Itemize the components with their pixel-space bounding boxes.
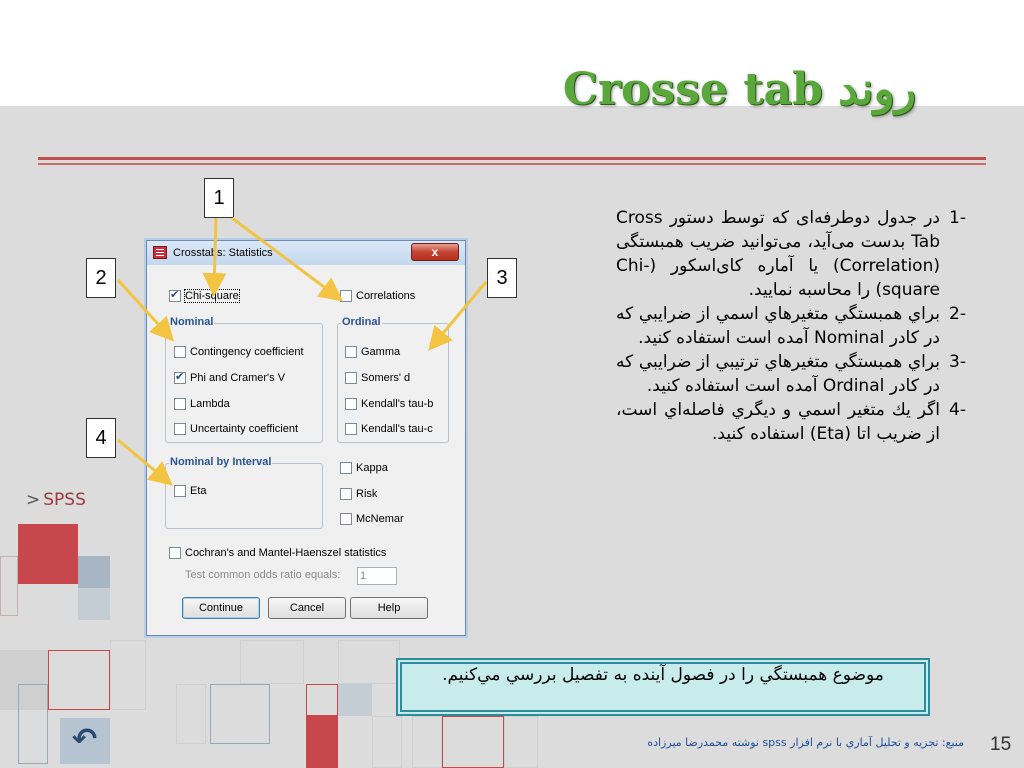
uncertainty-label[interactable]: Uncertainty coefficient: [190, 423, 299, 435]
list-item: [616, 302, 966, 350]
chi-square-label[interactable]: Chi-square: [185, 290, 239, 302]
list-number: -4: [949, 400, 966, 420]
mcnemar-label[interactable]: McNemar: [356, 513, 404, 525]
deco-square: [48, 650, 110, 710]
phi-cramer-checkbox[interactable]: [174, 372, 186, 384]
deco-square: [504, 716, 538, 768]
nominal-by-interval-group: [165, 463, 323, 529]
kappa-checkbox[interactable]: [340, 462, 352, 474]
crosstabs-statistics-dialog: [146, 240, 466, 636]
app-icon: [153, 246, 167, 259]
return-icon: ↶: [72, 722, 98, 757]
deco-square: [78, 588, 110, 620]
help-button[interactable]: Help: [350, 597, 428, 619]
risk-label[interactable]: Risk: [356, 488, 378, 500]
divider: [38, 157, 986, 160]
deco-square: [210, 684, 270, 744]
test-common-odds-label: Test common odds ratio equals:: [185, 569, 341, 581]
list-text: در جدول دوطرفه‌ای كه توسط دستور Cross Tab بدست می‌آيد، می‌توانيد ضريب همبستگی (Correlation) يا آماره كای‌اسكور (Chi-square) را محاسبه نماييد.: [616, 208, 940, 300]
gamma-checkbox[interactable]: [345, 346, 357, 358]
explanation-list: [616, 206, 966, 446]
deco-square: [442, 716, 504, 768]
kendall-tau-c-label[interactable]: Kendall's tau-c: [361, 423, 433, 435]
nominal-by-interval-title: Nominal by Interval: [170, 456, 272, 468]
list-item: [616, 350, 966, 398]
uncertainty-checkbox[interactable]: [174, 423, 186, 435]
list-number: -1: [949, 208, 966, 228]
dialog-title: Crosstabs: Statistics: [173, 247, 273, 259]
somers-d-label[interactable]: Somers' d: [361, 372, 411, 384]
eta-checkbox[interactable]: [174, 485, 186, 497]
deco-square: [372, 716, 402, 768]
phi-cramer-label[interactable]: Phi and Cramer's V: [190, 372, 286, 384]
mcnemar-checkbox[interactable]: [340, 513, 352, 525]
slide-title: روند Crosse tab: [562, 64, 916, 115]
deco-square: [412, 716, 442, 768]
deco-square: [240, 640, 304, 684]
deco-square: [18, 524, 78, 584]
deco-square: [338, 684, 372, 716]
home-button[interactable]: [60, 718, 110, 764]
list-number: -2: [949, 304, 966, 324]
deco-square: [306, 684, 338, 716]
kendall-tau-b-label[interactable]: Kendall's tau-b: [361, 398, 434, 410]
cancel-button[interactable]: Cancel: [268, 597, 346, 619]
cochran-checkbox[interactable]: [169, 547, 181, 559]
contingency-checkbox[interactable]: [174, 346, 186, 358]
risk-checkbox[interactable]: [340, 488, 352, 500]
nominal-group-title: Nominal: [170, 316, 214, 328]
correlations-label[interactable]: Correlations: [356, 290, 416, 302]
chevron-right-icon: >: [26, 490, 41, 510]
marker-4: 4: [86, 418, 116, 458]
lambda-label[interactable]: Lambda: [190, 398, 230, 410]
kendall-tau-c-checkbox[interactable]: [345, 423, 357, 435]
source-note: منبع: تجزيه و تحليل آماري با نرم افزار spss نوشته محمدرضا ميرزاده: [647, 736, 964, 749]
deco-square: [110, 640, 146, 710]
somers-d-checkbox[interactable]: [345, 372, 357, 384]
list-item: [616, 206, 966, 302]
list-item: [616, 398, 966, 446]
kappa-label[interactable]: Kappa: [356, 462, 388, 474]
deco-square: [0, 556, 18, 616]
deco-square: [176, 684, 206, 744]
divider: [38, 163, 986, 165]
page-number: 15: [990, 734, 1012, 755]
list-text: براي همبستگي متغيرهاي ترتيبي از ضرايبي كه در كادر Ordinal آمده است استفاده كنيد.: [616, 352, 940, 396]
correlations-checkbox[interactable]: [340, 290, 352, 302]
lambda-checkbox[interactable]: [174, 398, 186, 410]
list-text: اگر يك متغير اسمي و ديگري فاصله‌اي است، از ضريب اتا (Eta) استفاده كنيد.: [616, 400, 940, 444]
eta-label[interactable]: Eta: [190, 485, 207, 497]
deco-square: [78, 556, 110, 588]
deco-square: [18, 684, 48, 764]
gamma-label[interactable]: Gamma: [361, 346, 401, 358]
callout-box: موضوع همبستگي را در فصول آينده به تفصيل بررسي مي‌كنيم.: [396, 658, 930, 716]
deco-square: [338, 640, 400, 684]
contingency-label[interactable]: Contingency coefficient: [190, 346, 304, 358]
dialog-title-bar: [147, 241, 465, 265]
list-number: -3: [949, 352, 966, 372]
odds-ratio-input[interactable]: 1: [357, 567, 397, 585]
marker-1: 1: [204, 178, 234, 218]
marker-2: 2: [86, 258, 116, 298]
cochran-label[interactable]: Cochran's and Mantel-Haenszel statistics: [185, 547, 387, 559]
brand-text: SPSS: [43, 490, 86, 510]
deco-square: [306, 716, 338, 768]
kendall-tau-b-checkbox[interactable]: [345, 398, 357, 410]
chi-square-checkbox[interactable]: [169, 290, 181, 302]
marker-3: 3: [487, 258, 517, 298]
continue-button[interactable]: Continue: [182, 597, 260, 619]
list-text: براي همبستگي متغيرهاي اسمي از ضرايبي كه در كادر Nominal آمده است استفاده كنيد.: [616, 304, 940, 348]
close-button[interactable]: x: [411, 243, 459, 261]
ordinal-group-title: Ordinal: [342, 316, 381, 328]
brand-label: [26, 490, 86, 510]
